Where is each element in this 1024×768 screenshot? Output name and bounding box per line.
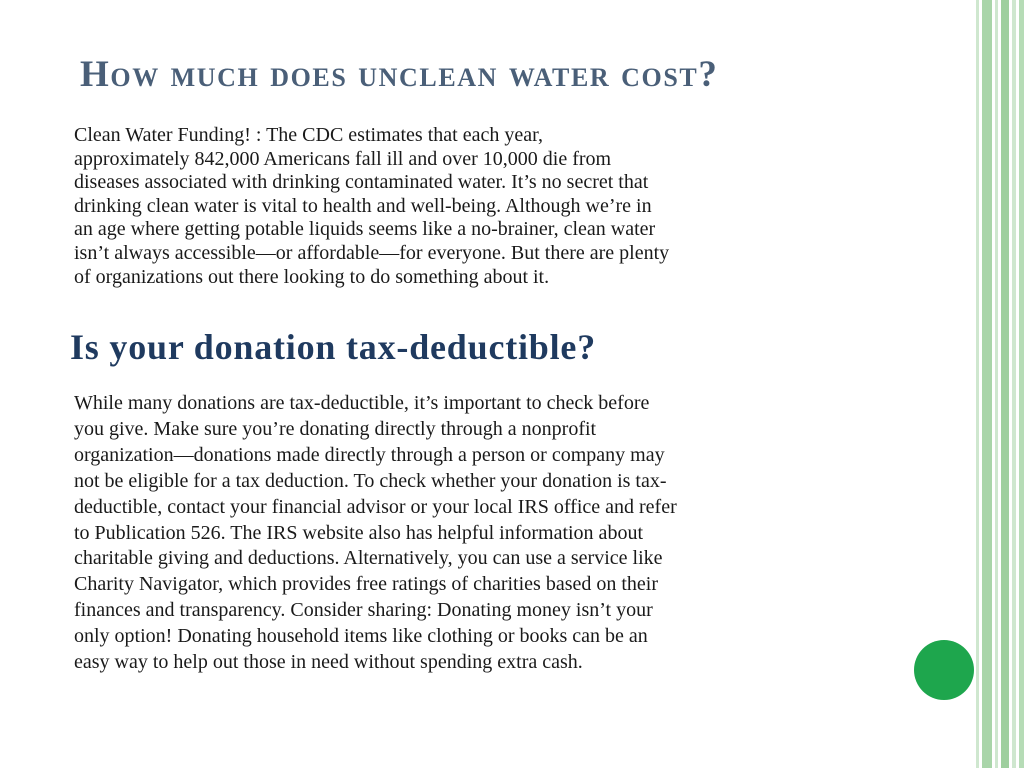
paragraph-clean-water-funding: [74, 124, 910, 289]
paragraph-line: to Publication 526. The IRS website also has helpful information about: [74, 521, 643, 544]
paragraph-line: only option! Donating household items like clothing or books can be an: [74, 625, 648, 648]
decorative-edge-stripes: [976, 0, 1024, 768]
paragraph-line: approximately 842,000 Americans fall ill and over 10,000 die from: [74, 147, 612, 170]
edge-stripe: [995, 0, 998, 768]
paragraph-line: of organizations out there looking to do something about it.: [74, 265, 550, 288]
slide-heading-tax-deductible: Is your donation tax-deductible?: [70, 327, 597, 367]
paragraph-line: organization—donations made directly through a person or company may: [74, 443, 665, 466]
paragraph-line: diseases associated with drinking contaminated water. It’s no secret that: [74, 171, 649, 194]
paragraph-line: not be eligible for a tax deduction. To check whether your donation is tax-: [74, 469, 667, 492]
decorative-green-circle-icon: [914, 640, 974, 700]
paragraph-line: While many donations are tax-deductible, it’s important to check before: [74, 392, 650, 414]
paragraph-line: you give. Make sure you’re donating directly through a nonprofit: [74, 417, 597, 440]
paragraph-line: Charity Navigator, which provides free ratings of charities based on their: [74, 573, 659, 596]
edge-stripe: [1012, 0, 1016, 768]
paragraph-line: deductible, contact your financial advisor or your local IRS office and refer: [74, 495, 677, 518]
edge-stripe: [982, 0, 992, 768]
edge-stripe: [976, 0, 979, 768]
paragraph-line: finances and transparency. Consider sharing: Donating money isn’t your: [74, 599, 653, 622]
paragraph-tax-deductible: [74, 391, 910, 676]
paragraph-line: easy way to help out those in need without spending extra cash.: [74, 651, 583, 674]
paragraph-line: an age where getting potable liquids seems like a no-brainer, clean water: [74, 218, 656, 241]
paragraph-line: isn’t always accessible—or affordable—for everyone. But there are plenty: [74, 241, 670, 264]
edge-stripe: [1019, 0, 1024, 768]
paragraph-line: charitable giving and deductions. Alternatively, you can use a service like: [74, 547, 663, 570]
paragraph-line: drinking clean water is vital to health and well-being. Although we’re in: [74, 194, 652, 217]
edge-stripe: [1001, 0, 1009, 768]
slide-heading-unclean-water-cost: How much does unclean water cost?: [80, 54, 719, 95]
paragraph-line: Clean Water Funding! : The CDC estimates that each year,: [74, 124, 543, 146]
